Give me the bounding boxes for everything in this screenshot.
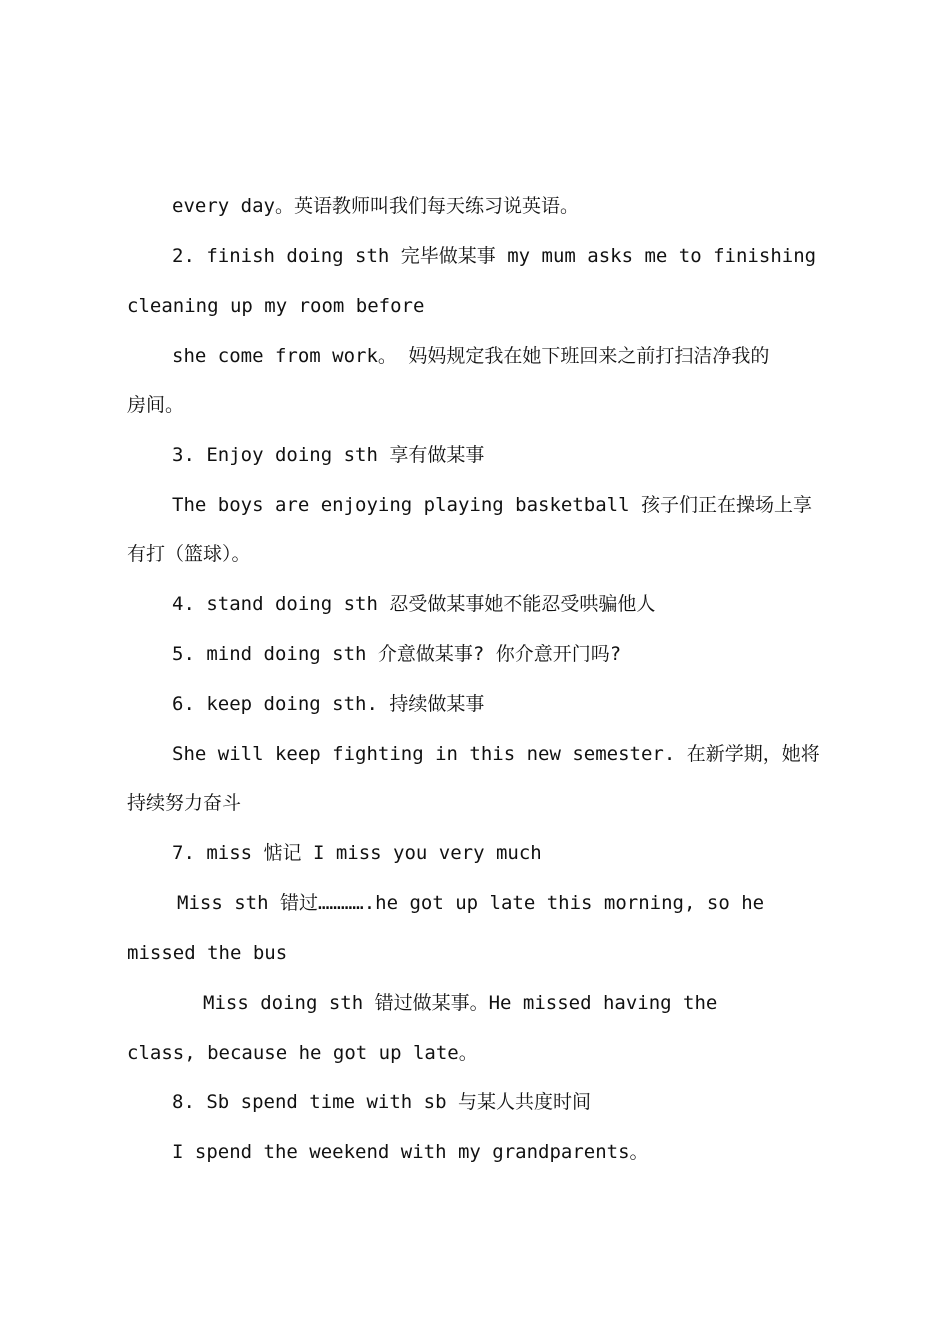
text-line: 4. stand doing sth 忍受做某事她不能忍受哄骗他人 bbox=[172, 593, 656, 615]
text-line: Miss doing sth 错过做某事。He missed having the bbox=[203, 992, 718, 1014]
text-line: class, because he got up late。 bbox=[127, 1042, 478, 1064]
text-line: 5. mind doing sth 介意做某事? 你介意开门吗? bbox=[172, 643, 622, 665]
text-line: every day。英语教师叫我们每天练习说英语。 bbox=[172, 195, 579, 217]
text-line: I spend the weekend with my grandparents。 bbox=[172, 1141, 649, 1163]
text-line: 8. Sb spend time with sb 与某人共度时间 bbox=[172, 1091, 591, 1113]
text-line: cleaning up my room before bbox=[127, 295, 425, 317]
text-line: 房间。 bbox=[127, 394, 185, 416]
text-line: She will keep fighting in this new semester. 在新学期，她将 bbox=[172, 743, 820, 765]
text-line: 6. keep doing sth. 持续做某事 bbox=[172, 693, 485, 715]
text-line: 7. miss 惦记 I miss you very much bbox=[172, 842, 542, 864]
text-line: 有打（篮球）。 bbox=[127, 543, 251, 565]
text-line: The boys are enjoying playing basketball 孩子们正在操场上享 bbox=[172, 494, 812, 516]
text-line: 持续努力奋斗 bbox=[127, 792, 242, 814]
text-line: missed the bus bbox=[127, 942, 288, 964]
text-line: she come from work。 妈妈规定我在她下班回来之前打扫洁净我的 bbox=[172, 345, 770, 367]
text-line: Miss sth 错过………….he got up late this morning, so he bbox=[177, 892, 765, 914]
text-line: 2. finish doing sth 完毕做某事 my mum asks me to finishing bbox=[172, 245, 817, 267]
text-line: 3. Enjoy doing sth 享有做某事 bbox=[172, 444, 485, 466]
